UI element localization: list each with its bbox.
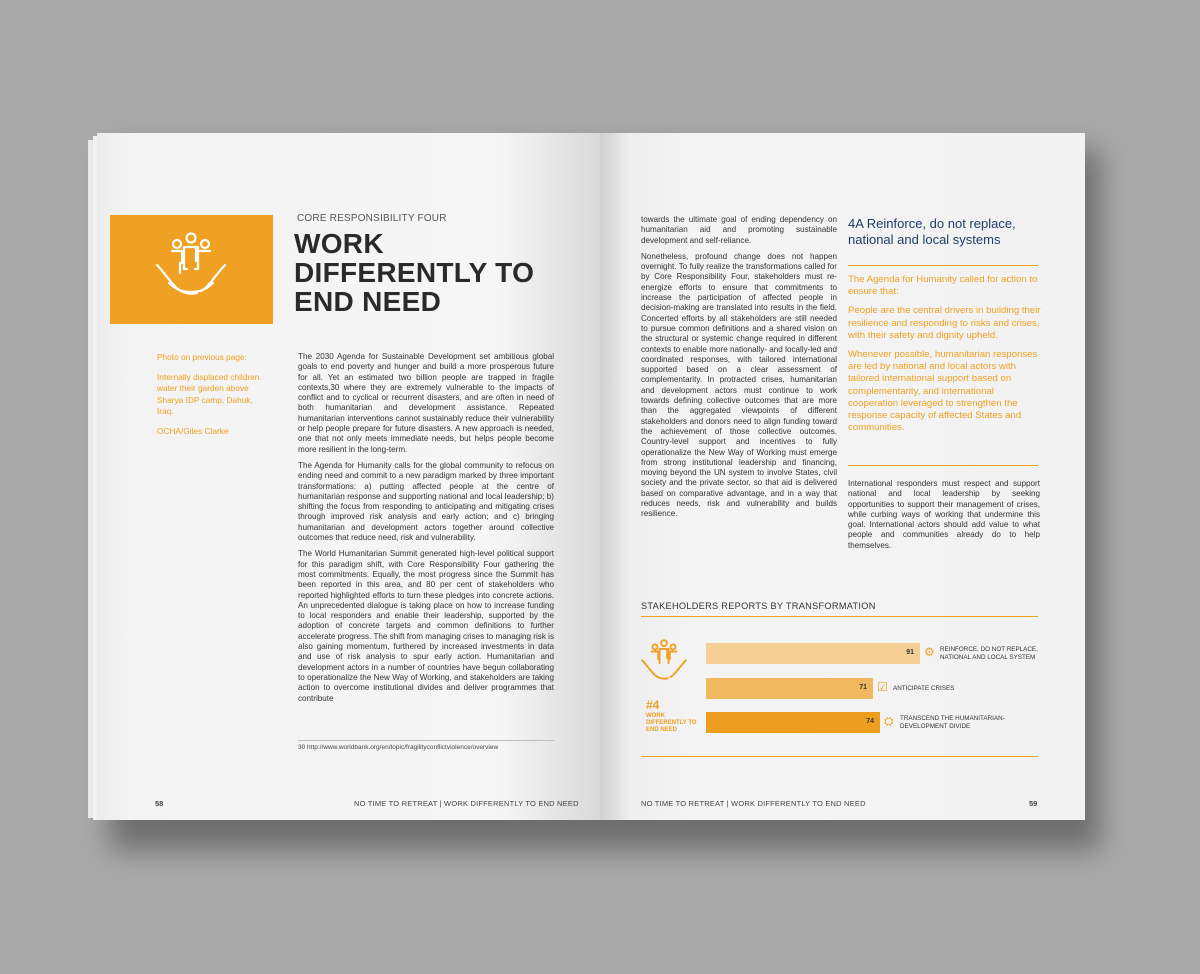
core-responsibility-banner bbox=[110, 215, 273, 324]
photo-caption-heading: Photo on previous page: bbox=[157, 352, 247, 362]
photo-caption bbox=[157, 352, 267, 445]
bar-category-label: REINFORCE, DO NOT REPLACE, NATIONAL AND LOCAL SYSTEM bbox=[940, 646, 1038, 661]
paragraph: The 2030 Agenda for Sustainable Development set ambitious global goals to end poverty and hunger and build a more prosperous future for all. Yet an estimated two billion people are trapped in fragile contexts,30 where they are extremely vulnerable to the impacts of conflict and to cyclical or recurrent disasters, and are often in need of both humanitarian and development assistance. Repeated humanitarian interventions cannot sustainably reduce their vulnerability or help people prepare for future disasters. A new approach is needed, one that not only meets immediate needs, but helps people become more resilient in the long-term. bbox=[298, 352, 554, 454]
running-head: NO TIME TO RETREAT | WORK DIFFERENTLY TO END NEED bbox=[641, 799, 866, 808]
page-title: WORK DIFFERENTLY TO END NEED bbox=[294, 228, 535, 317]
page-number: 58 bbox=[155, 799, 164, 808]
group-label: WORK DIFFERENTLY TO END NEED bbox=[646, 713, 697, 733]
bar-value-label: 91 bbox=[906, 649, 914, 656]
paragraph: The World Humanitarian Summit generated high-level political support for this paradigm shift, with Core Responsibility Four gathering the most commitments. Equally, the most progress since the Summit has been reported in this area, and 80 per cent of stakeholders who reported highlighted efforts to turn these pledges into concrete actions. An unprecedented dialogue is taking place on how to increase funding to local responders and enable their leadership, supported by the adoption of concrete targets and common definitions to further accelerate progress. The shift from managing crises to managing risk is also gaining momentum, furthered by increased investments in data and use of risk analysis to spur early action. Humanitarian and development actors in a number of countries have begun collaborating to operationalize the New Way of Working, and stakeholders are taking action to overcome institutional divides and deliver programmes that contribute bbox=[298, 549, 554, 703]
bar-category-label: ANTICIPATE CRISES bbox=[893, 685, 955, 692]
footnote-divider bbox=[298, 740, 554, 741]
group-number: #4 bbox=[646, 698, 660, 712]
agenda-rule bbox=[848, 465, 1038, 466]
hands-people-icon bbox=[641, 635, 687, 691]
section-kicker: CORE RESPONSIBILITY FOUR bbox=[297, 213, 447, 224]
running-head: NO TIME TO RETREAT | WORK DIFFERENTLY TO END NEED bbox=[354, 799, 579, 808]
footnote: 30 http://www.worldbank.org/en/topic/fragilityconflictviolence/overview bbox=[298, 744, 499, 751]
section-heading: 4A Reinforce, do not replace, national and local systems bbox=[848, 216, 1016, 247]
left-page bbox=[97, 133, 600, 820]
chart-bottom-rule bbox=[641, 756, 1038, 757]
bar bbox=[706, 643, 920, 664]
paragraph: towards the ultimate goal of ending dependency on humanitarian aid and promoting sustainable development and self-reliance. bbox=[641, 215, 837, 245]
right-body-text bbox=[641, 215, 837, 526]
bar-category-label: TRANSCEND THE HUMANITARIAN-DEVELOPMENT DIVIDE bbox=[900, 715, 1005, 730]
checklist-icon: ☑ bbox=[877, 680, 888, 694]
gears-icon: ⚙ bbox=[924, 645, 935, 659]
agenda-point: People are the central drivers in building their resilience and responding to risks and crises, with their safety and dignity upheld. bbox=[848, 305, 1041, 341]
chart-top-rule bbox=[641, 616, 1038, 617]
bar-value-label: 71 bbox=[859, 684, 867, 691]
left-body-text bbox=[298, 352, 554, 710]
agenda-point: Whenever possible, humanitarian responses are led by national and local actors with tailored international support based on complementarity, and international cooperation leveraged to strengthen the response capacity of affected States and communities. bbox=[848, 349, 1038, 434]
agenda-intro: The Agenda for Humanity called for action to ensure that: bbox=[848, 274, 1038, 298]
bar bbox=[706, 712, 880, 733]
chart-title: STAKEHOLDERS REPORTS BY TRANSFORMATION bbox=[641, 601, 876, 611]
side-paragraph: International responders must respect and support national and local leadership by seeking opportunities to support their management of crises, while curbing ways of working that undermine this goal. International actors should add value to what people and communities already do to help themselves. bbox=[848, 479, 1040, 550]
bar-value-label: 74 bbox=[866, 718, 874, 725]
page-number: 59 bbox=[1029, 799, 1038, 808]
photo-caption-text: Internally displaced children water their garden above Sharya IDP camp, Dahuk, Iraq. bbox=[157, 371, 260, 416]
paragraph: The Agenda for Humanity calls for the global community to refocus on ending need and commit to a new paradigm marked by three important transformations: a) putting affected people at the centre of humanitarian response and supporting national and local leadership; b) shifting the focus from responding to anticipating and mitigating crises through improved risk analysis and early action; and c) bringing humanitarian and development actors together around collective outcomes that reduce need, risk and vulnerability. bbox=[298, 460, 554, 543]
photo-credit: OCHA/Giles Clarke bbox=[157, 425, 229, 436]
agenda-box bbox=[848, 274, 1043, 441]
bar bbox=[706, 678, 873, 699]
paragraph: Nonetheless, profound change does not happen overnight. To fully realize the transformations called for by Core Responsibility Four, stakeholders must re-energize efforts to ensure that commitments to increase the participation of affected people in decision-making are translated into results in the field. Concerted efforts by all stakeholders are still needed to pursue common definitions and a shared vision on the structural or systemic change required in different contexts to enable more nationally- and locally-led and coordinated responses, with tailored international supported based on a clear assessment of complementarity. In protracted crises, humanitarian and development actors must continue to work towards defining collective outcomes that are more than the aggregated viewpoints of different stakeholders and donors need to align funding toward the achievement of those collective outcomes. Country-level support and incentives to fully operationalize the New Way of Working must emerge from strong institutional leadership and financing, moving beyond the UN system to involve States, civil society and the private sector, so that aid is delivered based on comparative advantage, and in a way that reduces needs, risk and vulnerability and builds resilience. bbox=[641, 251, 837, 519]
heading-rule bbox=[848, 265, 1038, 266]
link-icon: ⛭ bbox=[884, 714, 894, 728]
right-page bbox=[600, 133, 1085, 820]
hands-people-icon bbox=[155, 231, 227, 307]
